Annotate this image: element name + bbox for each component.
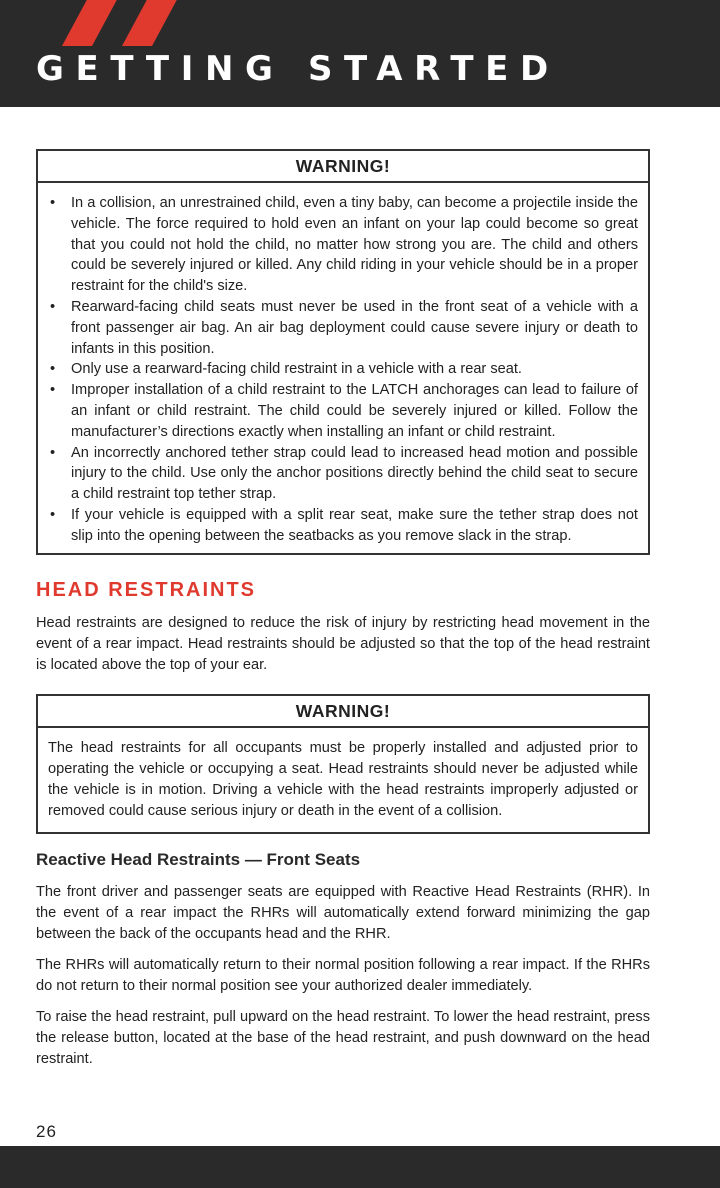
warning-item: [48, 359, 638, 380]
page-number: 26: [36, 1122, 57, 1141]
warning-item: [48, 380, 638, 442]
bullet-icon: •: [50, 195, 56, 211]
bullet-icon: •: [50, 506, 56, 523]
child-restraint-warning-box: [36, 149, 650, 555]
warning-item-text: Improper installation of a child restraint to the LATCH anchorages can lead to failure of an infant or child restraint. The child could be severely injured or killed. Follow the manufacturer’s directions exactly when installing an infant or child restraint.: [71, 382, 638, 440]
warning-title: WARNING!: [38, 151, 648, 183]
warning-item: [48, 193, 638, 297]
head-restraints-intro: Head restraints are designed to reduce the risk of injury by restricting head movement in the event of a rear impact. Head restraints should be adjusted so that the top of the head restraint is located above the top of your ear.: [36, 614, 650, 673]
warning-list: [38, 183, 648, 553]
bullet-icon: •: [50, 444, 56, 461]
body-paragraph: The RHRs will automatically return to their normal position following a rear impact. If the RHRs do not return to their normal position see your authorized dealer immediately.: [36, 956, 650, 994]
brand-stripes-graphic: [62, 0, 192, 46]
warning-item-text: If your vehicle is equipped with a split rear seat, make sure the tether strap does not slip into the opening between the seatbacks as you remove slack in the strap.: [71, 506, 638, 544]
bullet-icon: •: [50, 382, 56, 399]
warning-item-text: Rearward-facing child seats must never be used in the front seat of a vehicle with a front passenger air bag. An air bag deployment could cause severe injury or death to infants in this position.: [71, 298, 638, 357]
bullet-icon: •: [50, 361, 56, 378]
section-title: GETTING STARTED: [36, 49, 560, 89]
page-content: [36, 149, 650, 1070]
warning-item-text: Only use a rearward-facing child restraint in a vehicle with a rear seat.: [71, 361, 522, 378]
head-restraints-heading: HEAD RESTRAINTS: [36, 578, 257, 601]
footer-bar: [0, 1146, 720, 1188]
page-header: [0, 0, 720, 107]
head-restraint-warning-box: [36, 694, 650, 834]
stripe-right: [122, 0, 180, 46]
reactive-head-restraints-heading: Reactive Head Restraints — Front Seats: [36, 849, 361, 869]
body-paragraph: To raise the head restraint, pull upward on the head restraint. To lower the head restraint, press the release button, located at the base of the head restraint, and push downward on the head restraint.: [36, 1008, 650, 1067]
warning-item: [48, 297, 638, 359]
warning-item-text: An incorrectly anchored tether strap could lead to increased head motion and possible injury to the child. Use only the anchor positions directly behind the child seat to secure a child restraint top tether strap.: [71, 444, 638, 503]
warning-item-text: In a collision, an unrestrained child, even a tiny baby, can become a projectile inside the vehicle. The force required to hold even an infant on your lap could become so great that you could not hold the child, no matter how strong you are. The child and others could be severely injured or killed. Any child riding in your vehicle should be in a proper restraint for the child's size.: [71, 195, 638, 295]
warning-item: [48, 443, 638, 505]
bullet-icon: •: [50, 298, 56, 315]
body-paragraph: The front driver and passenger seats are equipped with Reactive Head Restraints (RHR). In the event of a rear impact the RHRs will automatically extend forward minimizing the gap between the back of the occupants head and the RHR.: [36, 883, 650, 942]
stripe-left: [62, 0, 120, 46]
warning-title: WARNING!: [38, 696, 648, 728]
warning-item: [48, 505, 638, 547]
warning-text: The head restraints for all occupants must be properly installed and adjusted prior to operating the vehicle or occupying a seat. Head restraints should never be adjusted while the vehicle is in motion. Driving a vehicle with the head restraints improperly adjusted or removed could cause serious injury or death in the event of a collision.: [48, 739, 638, 819]
